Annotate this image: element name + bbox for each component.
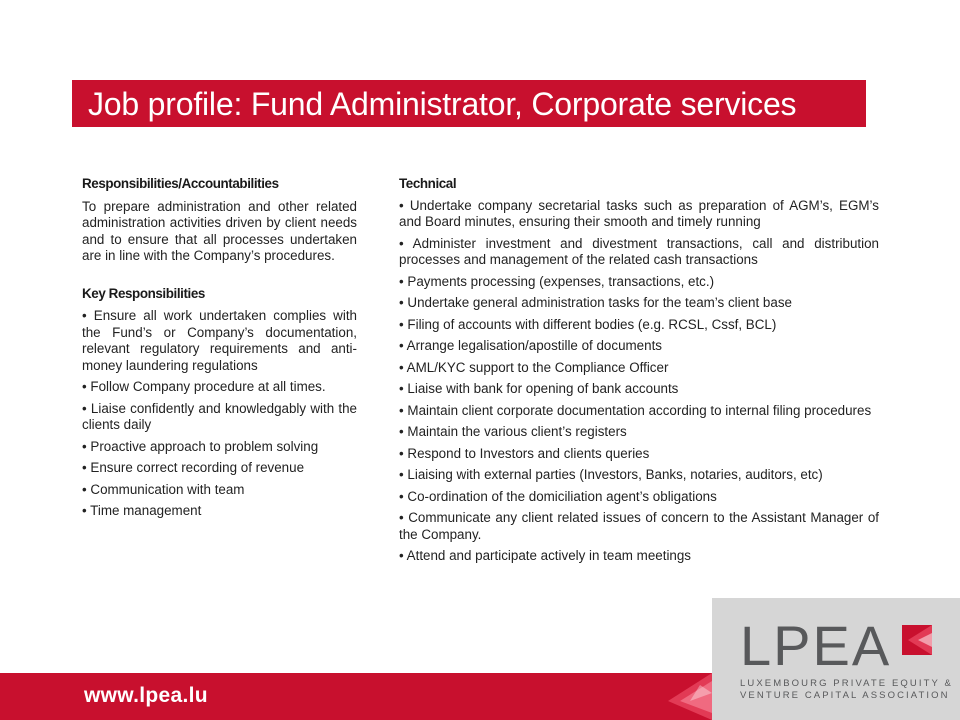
key-responsibilities-heading: Key Responsibilities <box>82 285 205 301</box>
list-item: • Maintain the various client’s registers <box>399 424 627 439</box>
responsibilities-intro: To prepare administration and other related administration activities driven by client needs and to ensure that all processes undertaken are in line with the Company’s procedures. <box>82 198 357 263</box>
list-item: • Administer investment and divestment transactions, call and distribution processes and management of the related cash transactions <box>399 235 879 267</box>
list-item: • Time management <box>82 503 202 518</box>
lpea-logo-mark-icon <box>902 625 932 655</box>
right-column <box>399 176 879 570</box>
list-item: • Co-ordination of the domiciliation agent’s obligations <box>399 488 717 504</box>
list-item: • AML/KYC support to the Compliance Officer <box>399 359 669 375</box>
responsibilities-heading: Responsibilities/Accountabilities <box>82 176 279 191</box>
title-banner <box>72 80 866 127</box>
list-item: • Communicate any client related issues of concern to the Assistant Manager of the Company. <box>399 510 879 542</box>
list-item: • Proactive approach to problem solving <box>82 438 319 454</box>
key-responsibilities-list <box>82 308 357 520</box>
list-item: • Ensure correct recording of revenue <box>82 460 305 475</box>
list-item: • Arrange legalisation/apostille of documents <box>399 338 662 353</box>
list-item: • Attend and participate actively in team meetings <box>399 548 692 563</box>
list-item: • Ensure all work undertaken complies with the Fund’s or Company’s documentation, relevant regulatory requirements and anti-money laundering regulations <box>82 308 357 373</box>
list-item: • Filing of accounts with different bodies (e.g. RCSL, Cssf, BCL) <box>399 316 777 332</box>
list-item: • Maintain client corporate documentation according to internal filing procedures <box>399 402 872 418</box>
list-item: • Undertake general administration tasks for the team’s client base <box>399 295 792 310</box>
page-title: Job profile: Fund Administrator, Corporate services <box>88 86 797 122</box>
footer-bar <box>0 673 712 720</box>
list-item: • Liaise confidently and knowledgably with the clients daily <box>82 400 357 432</box>
list-item: • Liaise with bank for opening of bank accounts <box>399 381 679 396</box>
list-item: • Communication with team <box>82 481 245 497</box>
logo-wordmark: LPEA <box>740 614 892 677</box>
list-item: • Payments processing (expenses, transactions, etc.) <box>399 273 715 289</box>
list-item: • Liaising with external parties (Investors, Banks, notaries, auditors, etc) <box>399 467 823 482</box>
logo-tagline <box>740 678 953 702</box>
left-column <box>82 176 357 525</box>
logo-tagline-line2: VENTURE CAPITAL ASSOCIATION <box>740 690 950 701</box>
website-link[interactable]: www.lpea.lu <box>84 684 208 707</box>
lpea-logo <box>712 598 960 720</box>
list-item: • Undertake company secretarial tasks such as preparation of AGM’s, EGM’s and Board minutes, ensuring their smooth and timely running <box>399 197 879 229</box>
technical-list <box>399 198 879 565</box>
technical-heading: Technical <box>399 176 457 191</box>
list-item: • Follow Company procedure at all times. <box>82 379 326 394</box>
logo-tagline-line1: LUXEMBOURG PRIVATE EQUITY & <box>740 678 953 689</box>
red-arrow-icon <box>660 673 712 720</box>
list-item: • Respond to Investors and clients queries <box>399 445 650 461</box>
